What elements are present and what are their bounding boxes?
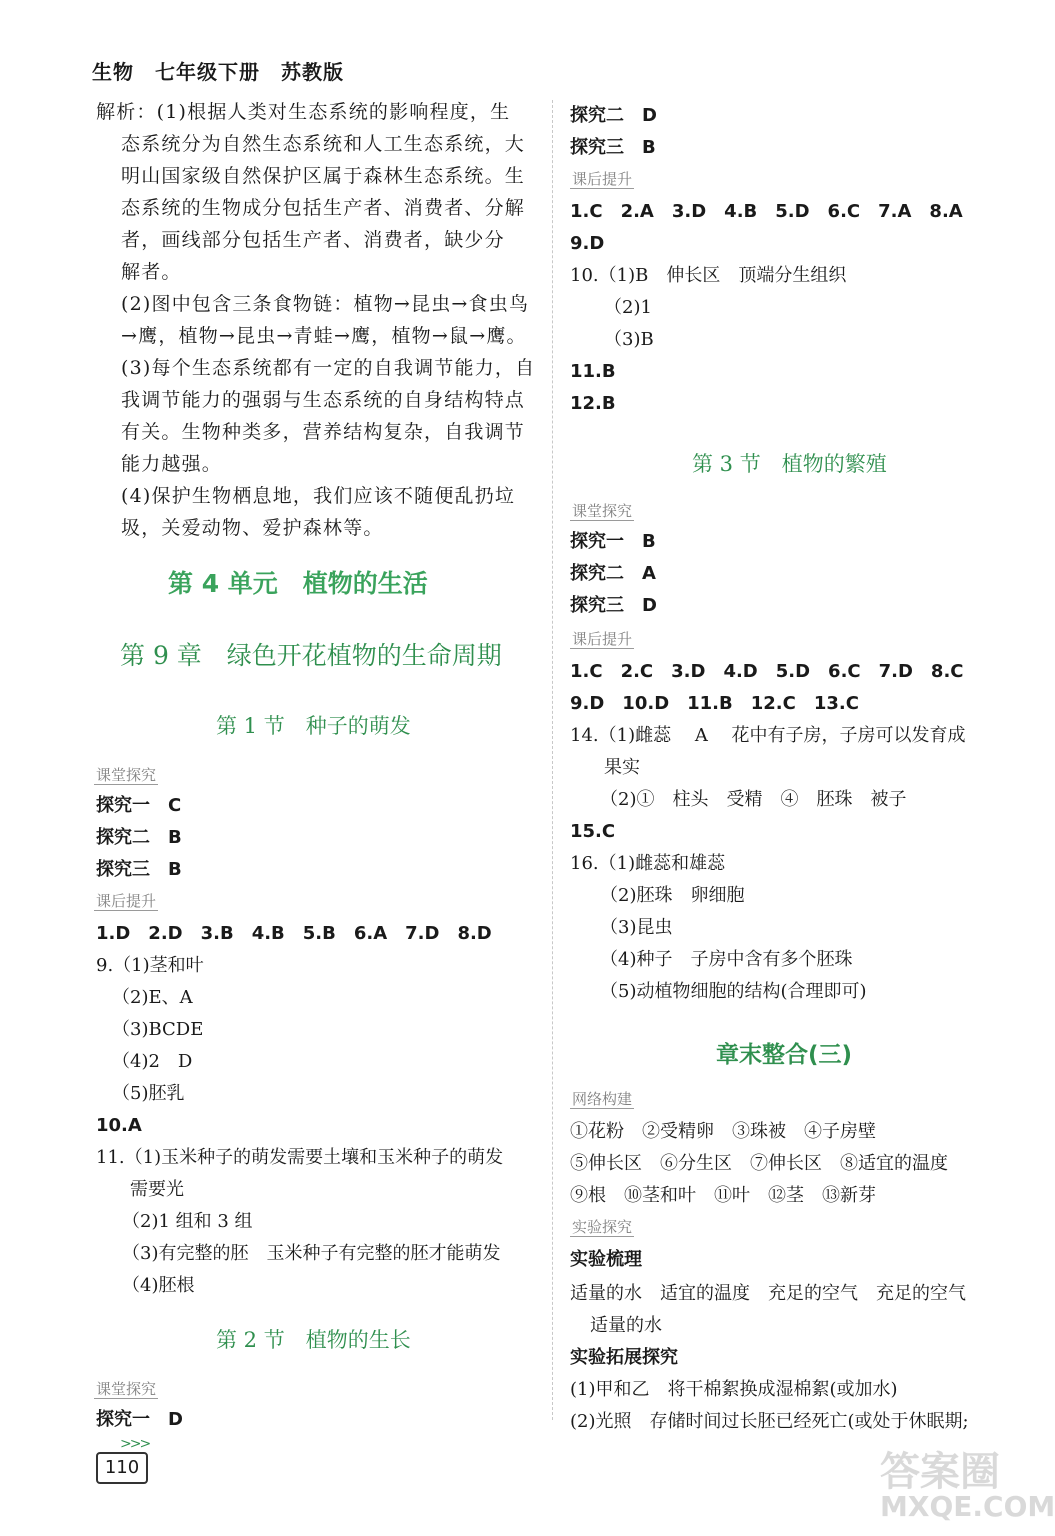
answer-line: （4)种子 子房中含有多个胚珠 — [600, 949, 853, 970]
answer-line: 探究一 C — [96, 795, 182, 816]
answer-line: (1)甲和乙 将干棉絮换成湿棉絮(或加水) — [570, 1379, 898, 1400]
answer-line: 14.（1)雌蕊 A 花中有子房，子房可以发育成 — [570, 725, 966, 746]
answer-line: 1.C 2.A 3.D 4.B 5.D 6.C 7.A 8.A — [570, 201, 963, 222]
page-header: 生物 七年级下册 苏教版 — [92, 60, 344, 84]
analysis-line: (4)保护生物栖息地，我们应该不随便乱扔垃 — [121, 485, 516, 507]
answer-line: 需要光 — [130, 1179, 184, 1200]
answer-line: （2)E、A — [112, 987, 193, 1008]
answer-line: （2)1 组和 3 组 — [122, 1211, 253, 1232]
answer-line: ①花粉 ②受精卵 ③珠被 ④子房壁 — [570, 1121, 876, 1142]
analysis-line: 态系统的生物成分包括生产者、消费者、分解 — [121, 197, 526, 219]
answer-line: 9.D — [570, 233, 605, 254]
analysis-line: 能力越强。 — [121, 453, 223, 475]
answer-line: （4)2 D — [112, 1051, 193, 1072]
answer-line: ⑤伸长区 ⑥分生区 ⑦伸长区 ⑧适宜的温度 — [570, 1153, 948, 1174]
answer-line: （5)胚乳 — [112, 1083, 185, 1104]
answer-line: （4)胚根 — [122, 1275, 195, 1296]
tag-after-class: 课后提升 — [572, 630, 633, 648]
analysis-line: →鹰，植物→昆虫→青蛙→鹰，植物→鼠→鹰。 — [121, 325, 527, 347]
answer-line: 探究二 B — [96, 827, 182, 848]
chapter-title: 第 9 章 绿色开花植物的生命周期 — [120, 641, 502, 670]
analysis-line: 解者。 — [121, 261, 182, 283]
answer-line: 16.（1)雌蕊和雄蕊 — [570, 853, 726, 874]
analysis-line: 有关。生物种类多，营养结构复杂，自我调节 — [121, 421, 526, 443]
analysis-line: 态系统分为自然生态系统和人工生态系统，大 — [121, 133, 526, 155]
answer-line: 10.（1)B 伸长区 顶端分生组织 — [570, 265, 847, 286]
analysis-line: 圾，关爱动物、爱护森林等。 — [121, 517, 384, 539]
tag-classroom: 课堂探究 — [96, 766, 157, 784]
answer-line: ⑨根 ⑩茎和叶 ⑪叶 ⑫茎 ⑬新芽 — [570, 1185, 876, 1206]
section-title: 第 3 节 植物的繁殖 — [692, 452, 887, 476]
watermark-logo: 答案圈 — [880, 1449, 1000, 1495]
answer-line: （3)B — [604, 329, 654, 350]
page-arrows-icon: >>> — [120, 1436, 150, 1452]
answer-line: 9.（1)茎和叶 — [96, 955, 204, 976]
answer-line: 探究三 B — [570, 137, 656, 158]
analysis-line: (3)每个生态系统都有一定的自我调节能力，自 — [121, 357, 536, 379]
unit-title: 第 4 单元 植物的生活 — [168, 569, 428, 598]
answer-line: 10.A — [96, 1115, 142, 1136]
page-number: 110 — [96, 1452, 148, 1484]
section-title: 第 1 节 种子的萌发 — [216, 714, 411, 738]
analysis-line: 解析：(1)根据人类对生态系统的影响程度，生 — [96, 101, 511, 123]
tag-experiment: 实验探究 — [572, 1218, 633, 1236]
answer-line: 探究一 B — [570, 531, 656, 552]
section-title: 第 2 节 植物的生长 — [216, 1328, 411, 1352]
answer-line: 适量的水 适宜的温度 充足的空气 充足的空气 — [570, 1283, 966, 1304]
answer-line: 果实 — [604, 757, 640, 778]
answer-line: 探究二 A — [570, 563, 656, 584]
answer-line: 11.（1)玉米种子的萌发需要土壤和玉米种子的萌发 — [96, 1147, 504, 1168]
answer-line: 适量的水 — [590, 1315, 662, 1336]
answer-line: （2)1 — [604, 297, 652, 318]
analysis-line: 者，画线部分包括生产者、消费者，缺少分 — [121, 229, 505, 251]
answer-line: （5)动植物细胞的结构(合理即可) — [600, 981, 867, 1002]
tag-after-class: 课后提升 — [96, 892, 157, 910]
tag-after-class: 课后提升 — [572, 170, 633, 188]
answer-line: （3)昆虫 — [600, 917, 673, 938]
tag-classroom: 课堂探究 — [96, 1380, 157, 1398]
chapter-summary-title: 章末整合(三) — [716, 1042, 853, 1068]
answer-line: 1.C 2.C 3.D 4.D 5.D 6.C 7.D 8.C — [570, 661, 964, 682]
tag-network: 网络构建 — [572, 1090, 633, 1108]
answer-line: （2)① 柱头 受精 ④ 胚珠 被子 — [600, 789, 907, 810]
analysis-line: 明山国家级自然保护区属于森林生态系统。生 — [121, 165, 526, 187]
answer-line: 探究三 D — [570, 595, 657, 616]
analysis-line: 我调节能力的强弱与生态系统的自身结构特点 — [121, 389, 526, 411]
subheading: 实验拓展探究 — [570, 1347, 678, 1368]
analysis-line: (2)图中包含三条食物链：植物→昆虫→食虫鸟 — [121, 293, 530, 315]
column-divider — [552, 100, 553, 1420]
answer-line: 12.B — [570, 393, 616, 414]
watermark-url: MXQE.COM — [880, 1490, 1055, 1523]
answer-line: 探究一 D — [96, 1409, 183, 1430]
answer-line: （3)BCDE — [112, 1019, 204, 1040]
answer-line: （2)胚珠 卵细胞 — [600, 885, 745, 906]
tag-classroom: 课堂探究 — [572, 502, 633, 520]
answer-line: 探究三 B — [96, 859, 182, 880]
answer-line: (2)光照 存储时间过长胚已经死亡(或处于休眠期; — [570, 1411, 969, 1432]
subheading: 实验梳理 — [570, 1249, 642, 1270]
answer-line: 1.D 2.D 3.B 4.B 5.B 6.A 7.D 8.D — [96, 923, 492, 944]
answer-line: 探究二 D — [570, 105, 657, 126]
answer-line: 11.B — [570, 361, 616, 382]
answer-line: （3)有完整的胚 玉米种子有完整的胚才能萌发 — [122, 1243, 501, 1264]
answer-line: 15.C — [570, 821, 616, 842]
answer-line: 9.D 10.D 11.B 12.C 13.C — [570, 693, 859, 714]
